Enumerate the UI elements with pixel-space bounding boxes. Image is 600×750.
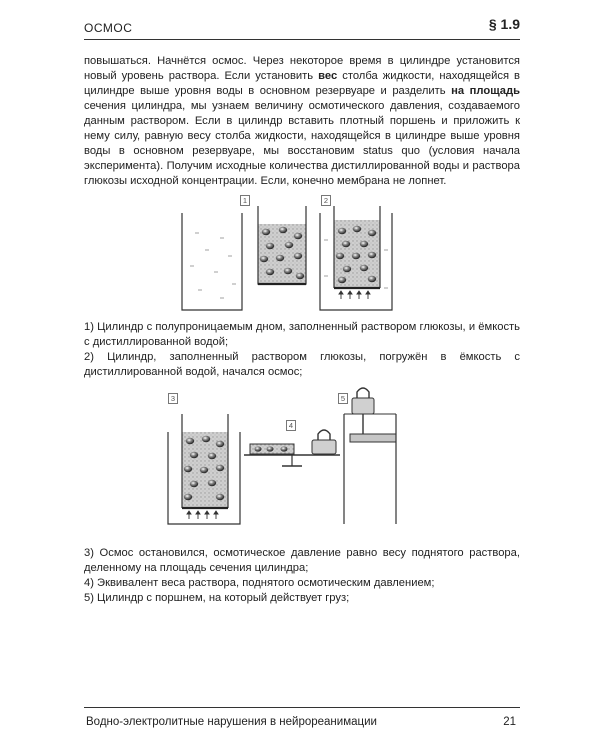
figure-5-piston (344, 388, 396, 524)
footer-book-title: Водно-электролитные нарушения в нейрореанимации (86, 716, 377, 728)
figure-2-immersed-cylinder (320, 206, 392, 310)
figure-1-water-tank (182, 213, 242, 310)
figure-label-1: 1 (240, 195, 250, 206)
caption-3: 3) Осмос остановился, осмотическое давление равно весу поднятого раствора, деленному на площадь сечения цилиндра; (84, 547, 520, 574)
figure-label-2: 2 (321, 195, 331, 206)
figure-3-equilibrium (168, 414, 240, 524)
captions-top (84, 320, 520, 380)
paragraph-part-1: повышаться. Начнётся осмос. Через некоторое время в цилиндре установится новый уровень раствора. Если установить (84, 55, 520, 82)
captions-bottom (84, 546, 520, 606)
bold-term-area: на площадь (451, 85, 520, 97)
caption-2: 2) Цилиндр, заполненный раствором глюкозы, погружён в ёмкость с дистиллированной водой, начался осмос; (84, 351, 520, 378)
paragraph-part-3: сечения цилиндра, мы узнаем величину осмотического давления, создаваемого данным раствором. Если в цилиндр вставить плотный поршень и приложить к нему силу, равную весу столба жидкости, находящейся в цилиндре выше уровня воды в основном резервуаре, мы восстановим status quo (условия начала эксперимента). Получим исходные количества дистиллированной воды и раствора глюкозы исходной концентрации. Если, конечно мембрана не лопнет. (84, 100, 520, 187)
running-head-title: ОСМОС (84, 21, 133, 35)
figure-label-5: 5 (338, 393, 348, 404)
figure-4-balance (244, 430, 340, 466)
section-number: § 1.9 (488, 16, 520, 32)
caption-5: 5) Цилиндр с поршнем, на который действует груз; (84, 592, 350, 604)
figure-label-4: 4 (286, 420, 296, 431)
figure-label-3: 3 (168, 393, 178, 404)
figure-1-glucose-cylinder (258, 206, 306, 284)
page-number: 21 (503, 716, 516, 728)
bold-term-weight: вес (318, 70, 338, 82)
caption-1: 1) Цилиндр с полупроницаемым дном, заполненный раствором глюкозы, и ёмкость с дистиллированной водой; (84, 321, 520, 348)
caption-4: 4) Эквивалент веса раствора, поднятого осмотическим давлением; (84, 577, 435, 589)
footer-rule (84, 707, 520, 708)
paragraph-part-2: столба жидкости, находящейся в цилиндре выше уровня воды в основном резервуаре и разделить (84, 70, 520, 97)
